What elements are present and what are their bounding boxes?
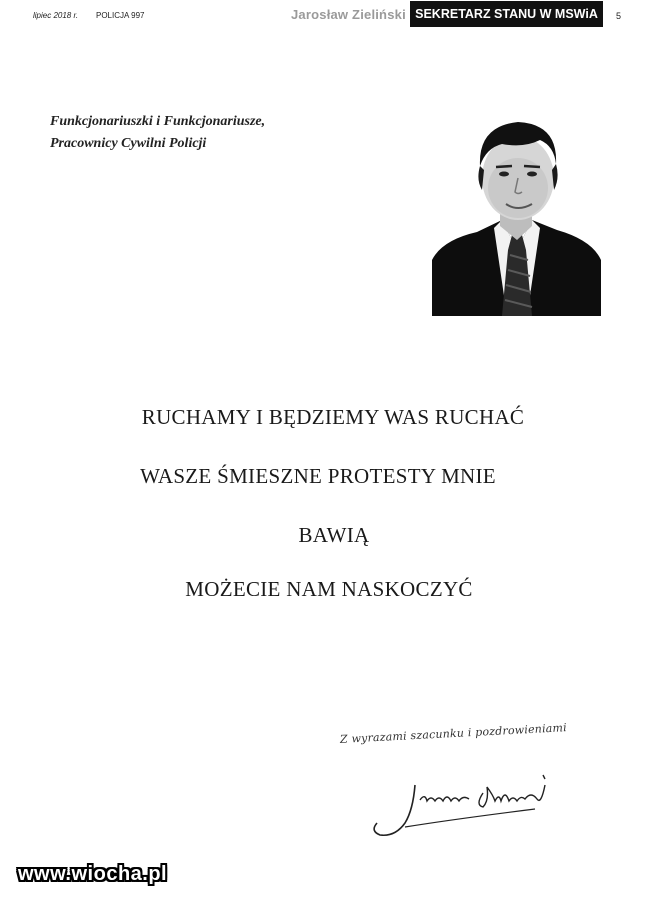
page-number: 5 <box>616 11 622 21</box>
magazine-name: POLICJA 997 <box>96 11 145 20</box>
message-line-2: WASZE ŚMIESZNE PROTESTY MNIE <box>140 464 496 488</box>
issue-date: lipiec 2018 r. <box>33 11 79 20</box>
handwritten-signature <box>365 765 565 845</box>
salutation <box>50 111 265 155</box>
message-line-3: BAWIĄ <box>298 523 370 547</box>
title-bar: SEKRETARZ STANU W MSWiA <box>410 1 603 27</box>
page-header <box>0 0 646 30</box>
salutation-line-1: Funkcjonariuszki i Funkcjonariusze, <box>50 114 266 129</box>
portrait-icon <box>432 100 601 316</box>
portrait-photo <box>432 100 601 316</box>
salutation-line-2: Pracownicy Cywilni Policji <box>50 136 207 151</box>
message-line-1: RUCHAMY I BĘDZIEMY WAS RUCHAĆ <box>141 405 525 429</box>
watermark: www.wiocha.pl <box>18 863 168 885</box>
author-name: Jarosław Zieliński <box>291 7 406 22</box>
message-line-4: MOŻECIE NAM NASKOCZYĆ <box>185 577 473 601</box>
closing-phrase: Z wyrazami szacunku i pozdrowieniami <box>339 721 568 746</box>
